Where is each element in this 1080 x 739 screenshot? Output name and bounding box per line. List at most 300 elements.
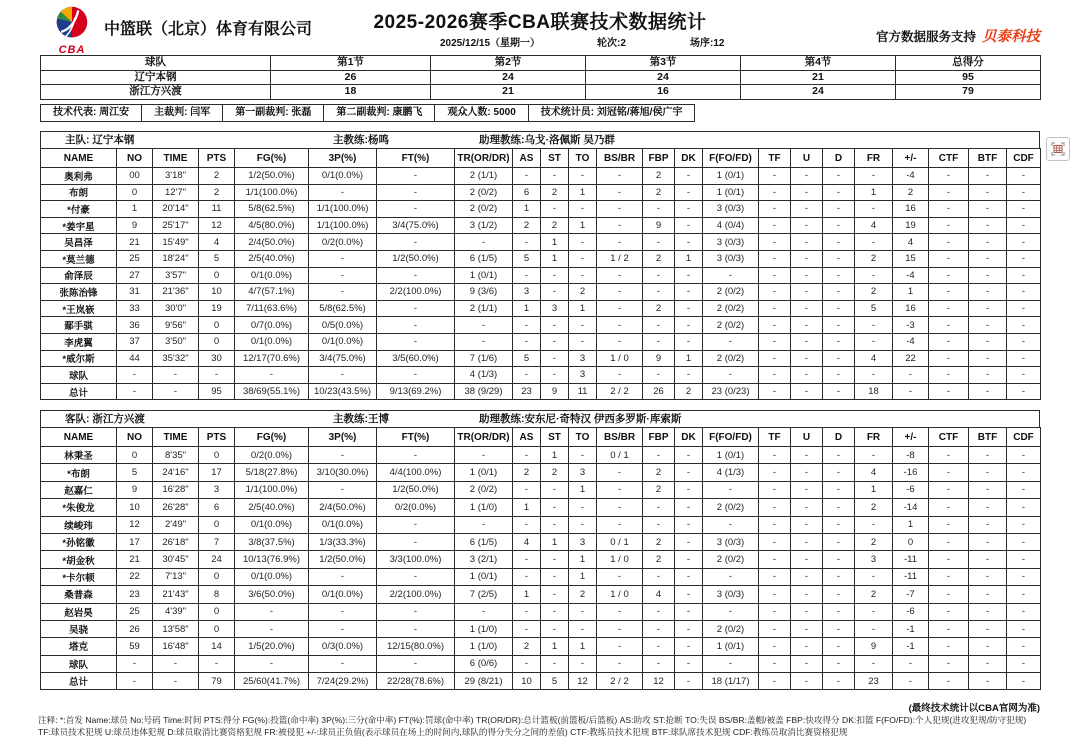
stat-cell: - — [513, 317, 541, 334]
stat-cell: 1 (1/0) — [455, 638, 513, 655]
stat-cell: 0/1(0.0%) — [235, 333, 309, 350]
stat-cell: - — [675, 516, 703, 533]
stat-cell: - — [929, 367, 969, 384]
name-cell: 塔克 — [41, 638, 117, 655]
stat-cell: - — [823, 586, 855, 603]
stat-cell: 26'28" — [153, 499, 199, 516]
stat-cell: - — [377, 516, 455, 533]
stat-cell: 16 — [893, 300, 929, 317]
stat-cell: - — [823, 350, 855, 367]
stat-cell: 4/5(80.0%) — [235, 217, 309, 234]
name-cell: 奥利弗 — [41, 168, 117, 185]
stat-cell: - — [855, 234, 893, 251]
stat-cell: - — [759, 551, 791, 568]
away-head-coach: 主教练:王博 — [333, 413, 389, 425]
stat-col-p: 3P(%) — [309, 428, 377, 447]
stat-cell: - — [969, 201, 1007, 218]
name-cell: *朱俊龙 — [41, 499, 117, 516]
stat-cell: - — [643, 317, 675, 334]
stat-cell: - — [969, 333, 1007, 350]
stat-cell: - — [893, 383, 929, 400]
stat-cell: - — [893, 367, 929, 384]
stat-cell: - — [759, 383, 791, 400]
stat-cell: - — [377, 201, 455, 218]
stat-cell: - — [597, 300, 643, 317]
name-cell: 球队 — [41, 655, 117, 672]
stat-cell: 35'32" — [153, 350, 199, 367]
stat-cell: - — [199, 655, 235, 672]
stat-cell: 1 — [855, 184, 893, 201]
stat-cell: - — [759, 284, 791, 301]
stat-cell: 1 / 0 — [597, 350, 643, 367]
table-capture-button[interactable] — [1046, 137, 1070, 161]
stat-cell: 2 — [199, 184, 235, 201]
player-row — [41, 516, 1041, 533]
stat-cell: 1/1(100.0%) — [235, 481, 309, 498]
stat-cell: - — [675, 464, 703, 481]
stat-col-+/-: +/- — [893, 149, 929, 168]
stat-cell: 23 (0/23) — [703, 383, 759, 400]
stat-cell: - — [513, 234, 541, 251]
stat-cell: - — [969, 638, 1007, 655]
stat-cell: 2 (0/2) — [703, 317, 759, 334]
official-cell — [142, 105, 223, 121]
stat-cell: - — [929, 217, 969, 234]
stat-cell: 9/13(69.2%) — [377, 383, 455, 400]
home-stats-table — [40, 148, 1041, 400]
stat-cell: 0/5(0.0%) — [309, 317, 377, 334]
stat-cell: 3/10(30.0%) — [309, 464, 377, 481]
stat-cell: 79 — [199, 673, 235, 690]
stat-col-no: NO — [117, 149, 153, 168]
score-cell: 16 — [586, 85, 741, 100]
player-row — [41, 250, 1041, 267]
stat-cell: - — [929, 447, 969, 464]
away-team-name: 客队: 浙江方兴渡 — [65, 413, 145, 425]
stat-cell: 0 — [199, 568, 235, 585]
stat-cell: - — [791, 673, 823, 690]
stat-cell: 8 — [199, 586, 235, 603]
stat-cell: 3'50" — [153, 333, 199, 350]
sponsor-prefix: 官方数据服务支持 — [875, 30, 976, 44]
stat-cell: - — [309, 267, 377, 284]
stat-cell: - — [969, 250, 1007, 267]
stat-cell: - — [569, 168, 597, 185]
stat-cell: 0 — [199, 447, 235, 464]
stat-cell: - — [823, 367, 855, 384]
score-col-5: 总得分 — [896, 56, 1041, 71]
stat-cell: - — [117, 383, 153, 400]
officials-bar — [40, 104, 695, 122]
player-row — [41, 481, 1041, 498]
stat-cell: 12/17(70.6%) — [235, 350, 309, 367]
stat-cell: 2 — [513, 638, 541, 655]
stat-cell: 1/2(50.0%) — [235, 168, 309, 185]
stat-cell: 7 (1/6) — [455, 350, 513, 367]
stat-cell: 22 — [893, 350, 929, 367]
stat-cell: - — [759, 655, 791, 672]
stat-cell: - — [569, 250, 597, 267]
stat-cell: - — [929, 603, 969, 620]
stat-cell: - — [855, 516, 893, 533]
player-row — [41, 184, 1041, 201]
name-cell: *布朗 — [41, 464, 117, 481]
player-row — [41, 464, 1041, 481]
stat-cell: 30 — [199, 350, 235, 367]
stat-cell: - — [309, 603, 377, 620]
stat-cell: - — [759, 267, 791, 284]
stat-cell: - — [675, 168, 703, 185]
stat-cell: - — [235, 367, 309, 384]
match-date: 2025/12/15（星期一） — [440, 38, 541, 49]
stat-cell: -4 — [893, 267, 929, 284]
stat-col-u: U — [791, 428, 823, 447]
stat-cell: 19 — [893, 217, 929, 234]
stat-cell: 3/8(37.5%) — [235, 533, 309, 550]
stat-cell: - — [377, 533, 455, 550]
stat-cell: - — [823, 551, 855, 568]
stat-cell: - — [855, 603, 893, 620]
stat-cell: 2 / 2 — [597, 383, 643, 400]
stat-cell: - — [823, 447, 855, 464]
stat-cell: 00 — [117, 168, 153, 185]
stat-cell: 4/7(57.1%) — [235, 284, 309, 301]
totals-row — [41, 673, 1041, 690]
stat-cell: 0/1(0.0%) — [235, 516, 309, 533]
stat-cell: 1/2(50.0%) — [377, 481, 455, 498]
stat-col-name: NAME — [41, 149, 117, 168]
official-label: 第一副裁判: — [235, 107, 292, 118]
stat-cell: 3 (0/3) — [703, 234, 759, 251]
stat-cell: - — [1007, 333, 1041, 350]
stat-cell: - — [597, 284, 643, 301]
stat-cell: - — [969, 568, 1007, 585]
stat-cell: - — [597, 603, 643, 620]
stat-cell: - — [541, 267, 569, 284]
stat-cell: 6 (1/5) — [455, 250, 513, 267]
stat-cell: - — [643, 603, 675, 620]
stat-cell: - — [969, 551, 1007, 568]
stat-cell: 1 — [569, 184, 597, 201]
stat-cell: - — [759, 638, 791, 655]
stat-col-fbp: FBP — [643, 428, 675, 447]
stat-cell: - — [597, 333, 643, 350]
player-row — [41, 168, 1041, 185]
stat-cell: - — [377, 317, 455, 334]
stat-cell: - — [675, 481, 703, 498]
stat-col-dk: DK — [675, 428, 703, 447]
stat-cell: 3 (1/2) — [455, 217, 513, 234]
stat-cell: - — [643, 516, 675, 533]
stat-cell: - — [929, 551, 969, 568]
stat-cell: - — [823, 333, 855, 350]
round-label: 轮次:2 — [597, 38, 626, 49]
stat-cell: - — [117, 655, 153, 672]
stat-col-tror/dr: TR(OR/DR) — [455, 428, 513, 447]
stat-cell: 16'48" — [153, 638, 199, 655]
stat-cell: - — [541, 284, 569, 301]
name-cell: 吴昌泽 — [41, 234, 117, 251]
stat-cell: -7 — [893, 586, 929, 603]
stat-col-to: TO — [569, 149, 597, 168]
stat-cell: 1 — [513, 201, 541, 218]
name-cell: 林秉圣 — [41, 447, 117, 464]
stat-cell: 10 — [513, 673, 541, 690]
stat-cell: - — [309, 250, 377, 267]
name-cell: *胡金秋 — [41, 551, 117, 568]
stat-col-+/-: +/- — [893, 428, 929, 447]
stat-cell: - — [153, 367, 199, 384]
stat-cell: - — [643, 655, 675, 672]
stat-cell: - — [675, 499, 703, 516]
stat-cell: 2 (0/2) — [703, 350, 759, 367]
stat-cell: 7 — [199, 533, 235, 550]
stat-cell: - — [791, 481, 823, 498]
stat-col-fr: FR — [855, 428, 893, 447]
name-cell: *莫兰德 — [41, 250, 117, 267]
stat-cell: 1 — [541, 638, 569, 655]
stat-cell: 1 (1/0) — [455, 499, 513, 516]
stat-cell: - — [855, 317, 893, 334]
stat-cell: 5 — [541, 673, 569, 690]
stat-cell: 12 — [569, 673, 597, 690]
stat-cell: - — [823, 184, 855, 201]
stat-cell: 1 (1/0) — [455, 620, 513, 637]
stat-cell: 0/1(0.0%) — [235, 267, 309, 284]
stat-cell: - — [969, 184, 1007, 201]
name-cell: 桑普森 — [41, 586, 117, 603]
stat-col-no: NO — [117, 428, 153, 447]
stat-cell: - — [675, 217, 703, 234]
stat-cell: - — [1007, 499, 1041, 516]
stat-cell: - — [597, 516, 643, 533]
stat-cell: - — [791, 516, 823, 533]
stat-cell: 0 — [199, 516, 235, 533]
stat-cell: - — [675, 333, 703, 350]
stat-col-ffo/fd: F(FO/FD) — [703, 149, 759, 168]
stat-cell: 1 — [569, 568, 597, 585]
stat-cell: - — [675, 620, 703, 637]
stat-cell: - — [117, 367, 153, 384]
name-cell: 俞泽辰 — [41, 267, 117, 284]
stat-cell: 2 — [643, 464, 675, 481]
stat-cell: - — [855, 447, 893, 464]
stat-cell: -3 — [893, 317, 929, 334]
team-name-cell: 辽宁本钢 — [41, 70, 271, 85]
stat-cell: 3 (0/3) — [703, 533, 759, 550]
official-label: 技术代表: — [53, 107, 100, 118]
stat-cell: 1 — [569, 481, 597, 498]
stat-cell: - — [823, 300, 855, 317]
stat-cell: 2 (1/1) — [455, 168, 513, 185]
score-col-0: 球队 — [41, 56, 271, 71]
stat-cell: - — [703, 267, 759, 284]
stat-cell: 1 — [893, 284, 929, 301]
stat-cell: 6 (0/6) — [455, 655, 513, 672]
stat-cell: - — [969, 481, 1007, 498]
stat-cell: - — [643, 267, 675, 284]
stat-cell: 23 — [117, 586, 153, 603]
stat-cell: 2 / 2 — [597, 673, 643, 690]
stat-cell: - — [969, 367, 1007, 384]
stat-cell: 2/2(100.0%) — [377, 284, 455, 301]
stat-cell: - — [759, 367, 791, 384]
stat-cell: - — [929, 499, 969, 516]
stat-cell: - — [791, 217, 823, 234]
stat-cell: - — [791, 267, 823, 284]
stat-cell: 7/24(29.2%) — [309, 673, 377, 690]
stat-cell: 2 — [675, 383, 703, 400]
stat-cell: - — [309, 568, 377, 585]
score-cell: 24 — [586, 70, 741, 85]
stat-col-as: AS — [513, 149, 541, 168]
stat-cell: - — [377, 620, 455, 637]
stat-cell: - — [759, 603, 791, 620]
stat-cell: 9 — [541, 383, 569, 400]
player-row — [41, 300, 1041, 317]
stat-cell: 1 (0/1) — [703, 447, 759, 464]
stat-cell: 0 — [199, 620, 235, 637]
name-cell: *姜宇星 — [41, 217, 117, 234]
stat-cell: - — [759, 217, 791, 234]
stat-cell: - — [929, 620, 969, 637]
name-cell: 续峻玮 — [41, 516, 117, 533]
official-value: 刘冠铭/蒋旭/侯广宇 — [596, 107, 683, 118]
stat-cell: - — [823, 568, 855, 585]
stat-cell: 22 — [117, 568, 153, 585]
stat-cell: - — [759, 516, 791, 533]
stat-cell: - — [703, 333, 759, 350]
stat-cell: 1 — [569, 551, 597, 568]
stat-cell: - — [823, 317, 855, 334]
official-cell — [529, 105, 695, 121]
stat-cell: 1 — [569, 300, 597, 317]
stat-col-ctf: CTF — [929, 149, 969, 168]
stat-cell: 11 — [569, 383, 597, 400]
stat-cell: - — [823, 673, 855, 690]
stat-cell: - — [513, 620, 541, 637]
stat-cell: 5/8(62.5%) — [235, 201, 309, 218]
stat-cell: - — [675, 234, 703, 251]
stat-cell: 4'39" — [153, 603, 199, 620]
stat-cell: - — [377, 655, 455, 672]
stat-col-tf: TF — [759, 149, 791, 168]
stat-cell: - — [643, 499, 675, 516]
stat-cell: - — [929, 168, 969, 185]
stat-cell: - — [759, 586, 791, 603]
stat-cell: 23 — [855, 673, 893, 690]
stat-cell: - — [855, 655, 893, 672]
stat-cell: - — [513, 447, 541, 464]
official-value: 5000 — [493, 107, 516, 118]
home-team-section — [40, 131, 1040, 400]
stat-cell: - — [377, 333, 455, 350]
stat-cell: 3 — [855, 551, 893, 568]
stat-cell: - — [643, 333, 675, 350]
stat-cell: 1 / 0 — [597, 586, 643, 603]
name-cell: 李虎翼 — [41, 333, 117, 350]
stat-cell: 12 — [199, 217, 235, 234]
stat-cell: - — [703, 603, 759, 620]
stat-cell: - — [643, 620, 675, 637]
stat-cell: - — [643, 568, 675, 585]
stat-cell: - — [675, 673, 703, 690]
official-cell — [435, 105, 528, 121]
stat-cell: 21'36" — [153, 284, 199, 301]
stat-cell: - — [1007, 267, 1041, 284]
stat-cell: - — [929, 383, 969, 400]
stat-cell: - — [823, 234, 855, 251]
stat-cell: 2 (0/2) — [703, 620, 759, 637]
stat-cell: - — [759, 168, 791, 185]
stat-cell: - — [759, 481, 791, 498]
stat-cell: 2'49" — [153, 516, 199, 533]
stat-cell: 25'17" — [153, 217, 199, 234]
stat-cell: 37 — [117, 333, 153, 350]
stat-cell: - — [791, 533, 823, 550]
official-label: 技术统计员: — [540, 107, 597, 118]
stat-cell: 10 — [117, 499, 153, 516]
stat-cell: - — [541, 586, 569, 603]
score-cell: 24 — [431, 70, 586, 85]
stat-cell: 2 (0/2) — [703, 284, 759, 301]
stat-cell: - — [675, 568, 703, 585]
stat-cell: 3 — [541, 300, 569, 317]
stat-cell: - — [759, 350, 791, 367]
stat-cell: 1 — [569, 638, 597, 655]
stat-cell: 3 — [569, 350, 597, 367]
stat-cell: - — [855, 168, 893, 185]
stat-cell: - — [969, 673, 1007, 690]
stat-cell: - — [759, 533, 791, 550]
stat-cell: - — [893, 655, 929, 672]
stat-cell: 3 — [569, 367, 597, 384]
stat-cell: - — [703, 655, 759, 672]
stat-cell: 2/4(50.0%) — [309, 499, 377, 516]
stat-cell: - — [513, 367, 541, 384]
stat-cell: - — [541, 620, 569, 637]
stat-cell: - — [791, 499, 823, 516]
stat-cell: - — [309, 447, 377, 464]
stat-cell: - — [791, 184, 823, 201]
company-name: 中篮联（北京）体育有限公司 — [104, 21, 313, 38]
stat-cell: -4 — [893, 168, 929, 185]
name-cell: *付豪 — [41, 201, 117, 218]
stat-cell: - — [377, 184, 455, 201]
stat-cell: - — [759, 673, 791, 690]
stat-cell: -6 — [893, 481, 929, 498]
home-team-info-row — [40, 131, 1040, 148]
stat-cell: 0 / 1 — [597, 533, 643, 550]
score-cell: 79 — [896, 85, 1041, 100]
stat-cell: 2/5(40.0%) — [235, 499, 309, 516]
stat-cell: 2 (0/2) — [703, 300, 759, 317]
stat-cell: - — [117, 673, 153, 690]
stat-cell: - — [597, 638, 643, 655]
stat-cell: 5/8(62.5%) — [309, 300, 377, 317]
team-name-cell: 浙江方兴渡 — [41, 85, 271, 100]
stat-cell: 2 — [643, 168, 675, 185]
capture-table-icon — [1051, 142, 1065, 156]
stat-cell: 38 (9/29) — [455, 383, 513, 400]
stat-cell: - — [823, 383, 855, 400]
stat-cell: 1 (0/1) — [455, 568, 513, 585]
stat-cell: 4 — [513, 533, 541, 550]
stat-cell: - — [675, 447, 703, 464]
stat-cell: -6 — [893, 603, 929, 620]
totals-row — [41, 383, 1041, 400]
stat-cell: 0/2(0.0%) — [309, 234, 377, 251]
